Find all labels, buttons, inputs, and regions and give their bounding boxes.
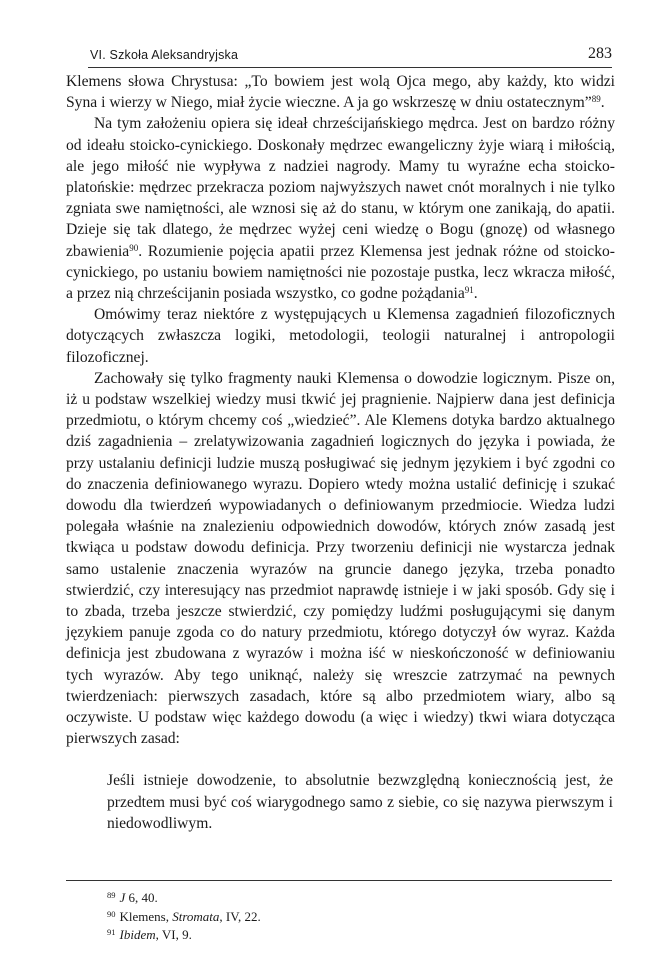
page-number: 283 [588, 45, 612, 62]
footnote-91 [107, 926, 261, 945]
paragraph-1 [66, 71, 615, 113]
paragraph-4: Zachowały się tylko fragmenty nauki Klemensa o dowodzie logicznym. Pisze on, iż u podstaw wszelkiej wiedzy musi tkwić jej pragnienie. Najpierw dana jest definicja przedmiotu, o którym chcemy coś „wiedzieć”. Ale Klemens dotyka bardzo aktualnego dziś zagadnienia – zrelatywizowania zagadnień logicznych do języka i powiada, że przy ustalaniu definicji ludzie muszą posługiwać się jednym językiem i być zgodni co do znaczenia definiowanego wyrazu. Dopiero wtedy można ustalić definicję i szukać dowodu dla twierdzeń wypowiadanych o definiowanym przedmiocie. Wiedza ludzi polegała właśnie na znalezieniu odpowiednich dowodów, których znów zasadą jest tkwiąca u podstaw dowodu definicja. Przy tworzeniu definicji nie wystarcza jednak samo ustalenie znaczenia wyrazów na gruncie danego języka, trzeba ponadto stwierdzić, czy interesujący nas przedmiot naprawdę istnieje i w jaki sposób. Gdy się i to zbada, trzeba jeszcze stwierdzić, czy pomiędzy ludźmi posługującymi się danym językiem panuje zgoda co do natury przedmiotu, którego dotyczył ów wyraz. Każda definicja jest zbudowana z wyrazów i można iść w nieskończoność w definiowaniu tych wyrazów. Aby tego uniknąć, należy się wreszcie zatrzymać na pewnych twierdzeniach: pierwszych zasadach, które są albo przedmiotem wiary, albo są oczywiste. U podstaw więc każdego dowodu (a więc i wiedzy) tkwi wiara dotycząca pierwszych zasad: [66, 369, 615, 748]
footnotes [107, 889, 261, 945]
footnote-ref-89[interactable]: 89 [591, 94, 601, 105]
block-quote: Jeśli istnieje dowodzenie, to absolutnie bezwzględną koniecznością jest, że przedtem musi być coś wiarygodnego samo z siebie, co się nazywa pierwszym i niedowodliwym. [107, 772, 613, 832]
footnote-89 [107, 889, 261, 908]
footnote-source: Stromata [172, 908, 220, 924]
running-head: VI. Szkoła Aleksandryjska [90, 48, 239, 62]
footnote-number: 90 [107, 908, 116, 919]
paragraph-2-text-a: Na tym założeniu opiera się ideał chrześcijańskiego mędrca. Jest on bardzo różny od ideału stoicko-cynickiego. Doskonały mędrzec ewangeliczny żyje wiarą i miłością, ale jego miłość nie wypływa z nadziei nagrody. Mamy tu wyraźne echa stoicko-platońskie: mędrzec przekracza poziom najwyższych nawet cnót moralnych i nie tylko zgniata swe namiętności, ale wznosi się aż do stanu, w którym one zanikają, do apatii. Dzieje się tak dlatego, że mędrzec wyżej ceni wiedzę o Bogu (gnozę) od własnego zbawienia [66, 115, 615, 260]
footnote-ref-91[interactable]: 91 [464, 285, 474, 296]
main-text [66, 71, 615, 750]
footnote-ref-90[interactable]: 90 [129, 242, 139, 253]
paragraph-2 [66, 113, 615, 304]
paragraph-1-text: Klemens słowa Chrystusa: „To bowiem jest wolą Ojca mego, aby każdy, kto widzi Syna i wierzy w Niego, miał życie wieczne. A ja go wskrzeszę w dniu ostatecznym” [66, 73, 615, 112]
footnote-divider [66, 880, 612, 881]
footnote-90 [107, 908, 261, 927]
footnote-author: Klemens, [119, 908, 173, 924]
footnote-source: Ibidem [119, 927, 156, 942]
page-header [88, 47, 612, 68]
footnote-number: 89 [107, 890, 116, 900]
paragraph-1-end: . [600, 94, 605, 112]
footnote-text: , VI, 9. [155, 927, 192, 942]
paragraph-3: Omówimy teraz niektóre z występujących u Klemensa zagadnień filozoficznych dotyczących zwłaszcza logiki, metodologii, teologii naturalnej i antropologii filozoficznej. [66, 306, 615, 366]
footnote-number: 91 [107, 927, 116, 937]
footnote-source: J [119, 890, 126, 905]
footnote-text: 6, 40. [125, 890, 158, 905]
paragraph-2-end: . [473, 285, 478, 303]
paragraph-2-text-b: . Rozumienie pojęcia apatii przez Klemensa jest jednak różne od stoicko-cynickiego, po ustaniu bowiem namiętności nie pozostaje pustka, lecz wkracza miłość, a przez nią chrześcijanin posiada wszystko, co godne pożądania [66, 242, 615, 303]
footnote-text: , IV, 22. [219, 908, 261, 924]
